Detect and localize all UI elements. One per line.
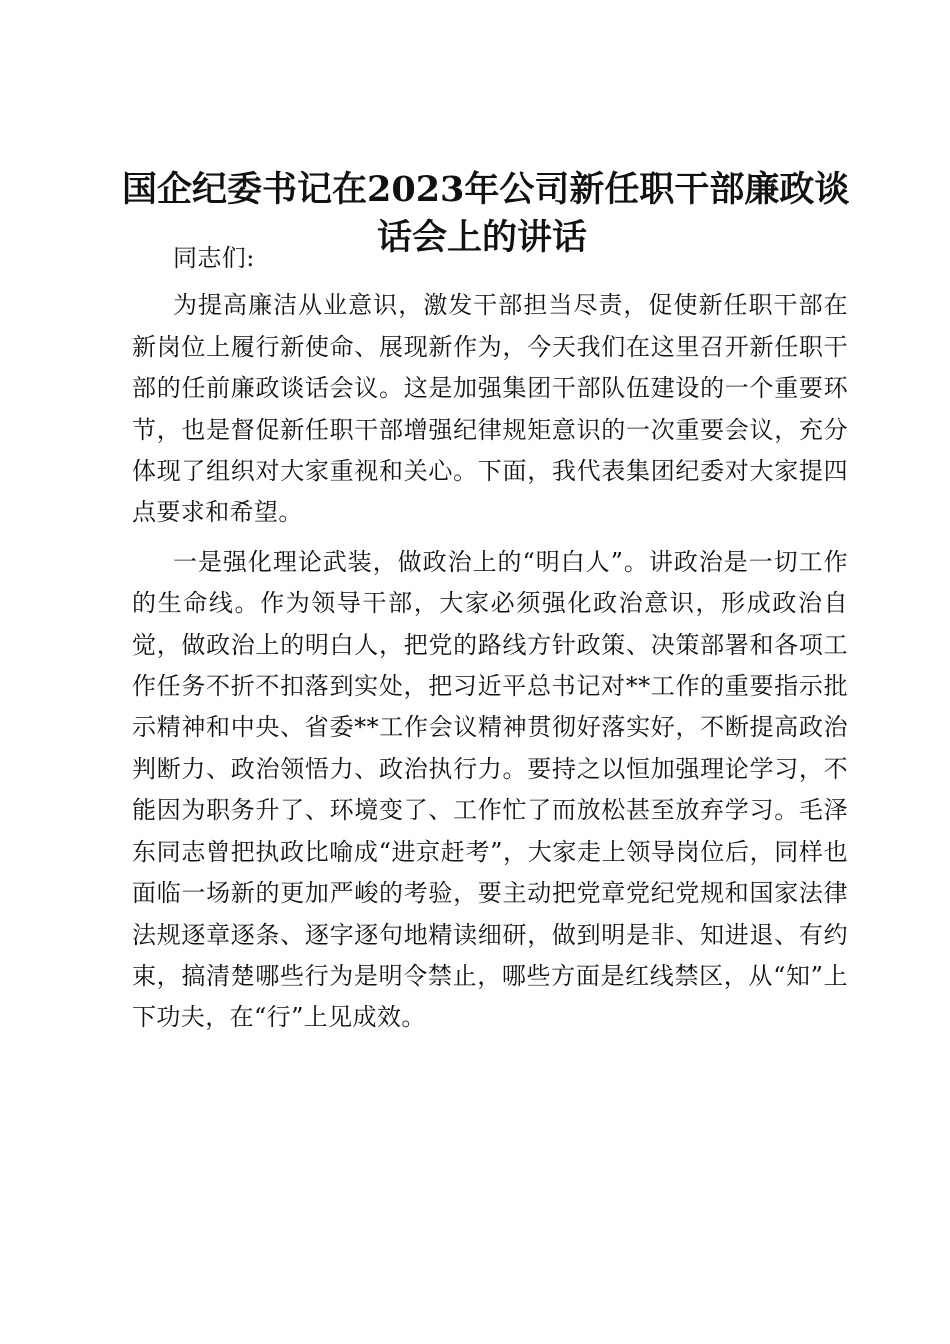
salutation: 同志们:	[173, 244, 255, 272]
document-body	[132, 238, 848, 1047]
title-line-2: 话会上的讲话	[376, 217, 587, 258]
paragraph-intro: 为提高廉洁从业意识，激发干部担当尽责，促使新任职干部在新岗位上履行新使命、展现新作为，今天我们在这里召开新任职干部的任前廉政谈话会议。这是加强集团干部队伍建设的一个重要环节，也是督促新任职干部增强纪律规矩意识的一次重要会议，充分体现了组织对大家重视和关心。下面，我代表集团纪委对大家提四点要求和希望。	[132, 291, 848, 527]
title-line-1: 国企纪委书记在2023年公司新任职干部廉政谈	[122, 169, 850, 210]
paragraph-point-one: 一是强化理论武装，做政治上的“明白人”。讲政治是一切工作的生命线。作为领导干部，大家必须强化政治意识，形成政治自觉，做政治上的明白人，把党的路线方针政策、决策部署和各项工作任务不折不扣落到实处，把习近平总书记对**工作的重要指示批示精神和中央、省委**工作会议精神贯彻好落实好，不断提高政治判断力、政治领悟力、政治执行力。要持之以恒加强理论学习，不能因为职务升了、环境变了、工作忙了而放松甚至放弃学习。毛泽东同志曾把执政比喻成“进京赶考”，大家走上领导岗位后，同样也面临一场新的更加严峻的考验，要主动把党章党纪党规和国家法律法规逐章逐条、逐字逐句地精读细研，做到明是非、知进退、有约束，搞清楚哪些行为是明令禁止，哪些方面是红线禁区，从“知”上下功夫，在“行”上见成效。	[132, 547, 848, 1032]
